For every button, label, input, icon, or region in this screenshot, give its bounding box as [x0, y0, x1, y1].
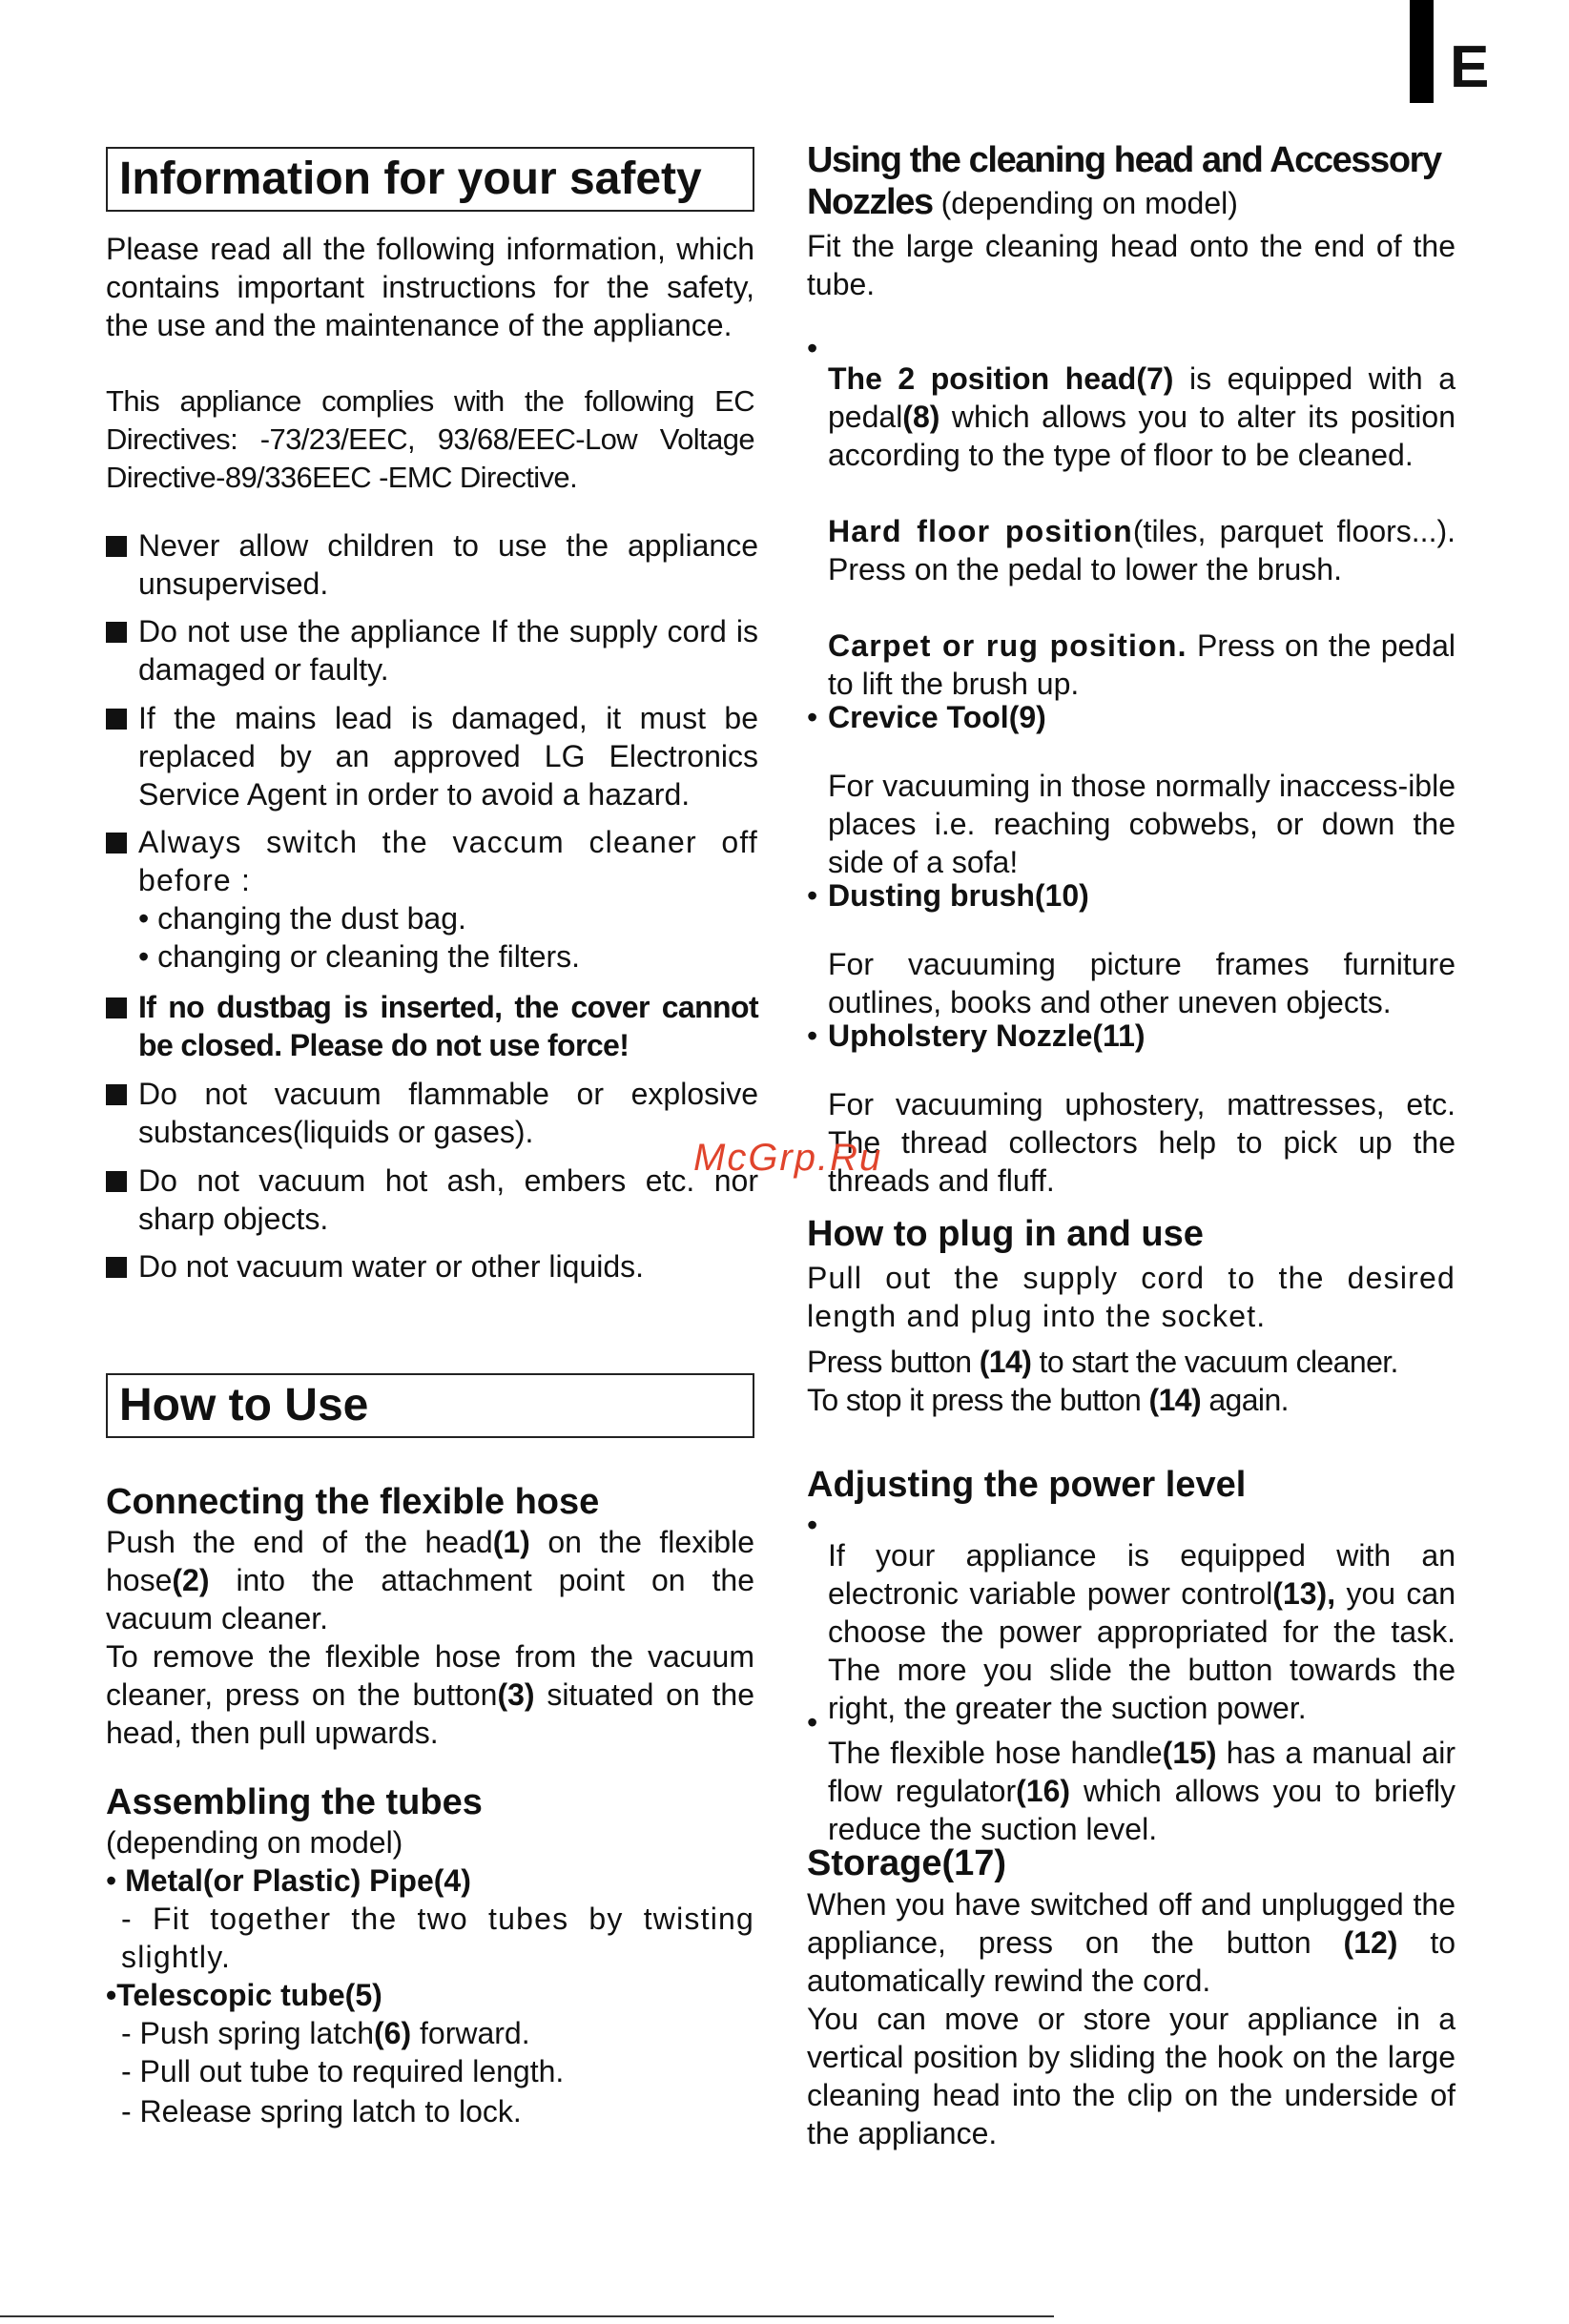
tubes-note: (depending on model) [106, 1825, 403, 1860]
bullet-square [106, 997, 127, 1018]
position-head-text: The 2 position head(7) is equipped with a pedal(8) which allows you to alter its position according to the type of floor to be cleaned. [828, 361, 1456, 472]
safety-item-5: If no dustbag is inserted, the cover cannot be closed. Please do not use force! [138, 990, 758, 1062]
hard-floor-text: Hard floor position(tiles, parquet floors...). Press on the pedal to lower the brush. [828, 514, 1455, 586]
plug-text-3: To stop it press the button (14) again. [807, 1383, 1289, 1417]
crevice-text: For vacuuming in those normally inaccess-ible places i.e. reaching cobwebs, or down the side of a sofa! [828, 769, 1455, 879]
safety-item-3: If the mains lead is damaged, it must be replaced by an approved LG Electronics Service Agent in order to avoid a hazard. [138, 701, 758, 812]
plug-text-1: Pull out the supply cord to the desired length and plug into the socket. [807, 1261, 1455, 1333]
safety-item-4-sub-2: • changing or cleaning the filters. [138, 939, 581, 974]
safety-intro: Please read all the following information, which contains important instructions for the safety, the use and the maintenance of the appliance. [106, 232, 754, 342]
safety-item-6: Do not vacuum flammable or explosive substances(liquids or gases). [138, 1077, 758, 1149]
hose-text-1: Push the end of the head(1) on the flexible hose(2) into the attachment point on the vacuum cleaner. [106, 1525, 755, 1635]
bullet-square [106, 1257, 127, 1278]
bullet-square [106, 622, 127, 643]
storage-heading: Storage(17) [807, 1843, 1007, 1883]
bullet-square [106, 709, 127, 730]
power-heading: Adjusting the power level [807, 1465, 1247, 1505]
bullet-square [106, 1084, 127, 1105]
language-tab-letter: E [1450, 34, 1490, 100]
hose-text-2: To remove the flexible hose from the vacuum cleaner, press on the button(3) situated on the head, then pull upwards. [106, 1639, 754, 1750]
upholstery-text: For vacuuming uphostery, mattresses, etc. The thread collectors help to pick up the threads and fluff. [828, 1087, 1455, 1198]
telescopic-step-1: - Push spring latch(6) forward. [121, 2016, 530, 2050]
safety-item-1: Never allow children to use the appliance unsupervised. [138, 528, 758, 601]
power-text-1: If your appliance is equipped with an electronic variable power control(13), you can choose the power appropriated for the task. The more you slide the button towards the right, the greater the suction power. [828, 1538, 1455, 1725]
how-to-use-title: How to Use [106, 1373, 754, 1438]
nozzles-heading-line-2: Nozzles (depending on model) [807, 182, 1238, 222]
footer-divider [0, 2315, 1054, 2317]
nozzles-heading: Using the cleaning head and Accessory [807, 140, 1441, 180]
safety-item-7: Do not vacuum hot ash, embers etc. nor sharp objects. [138, 1163, 758, 1236]
upholstery-label: Upholstery Nozzle(11) [828, 1018, 1146, 1053]
hose-heading: Connecting the flexible hose [106, 1482, 600, 1522]
plug-heading: How to plug in and use [807, 1214, 1204, 1254]
telescopic-label: •Telescopic tube(5) [106, 1978, 382, 2012]
nozzles-intro: Fit the large cleaning head onto the end of the tube. [807, 229, 1455, 301]
bullet-square [106, 1171, 127, 1192]
safety-title: Information for your safety [106, 147, 754, 212]
safety-directives: This appliance complies with the following EC Directives: -73/23/EEC, 93/68/EEC-Low Voltage Directive-89/336EEC -EMC Directive. [106, 384, 754, 494]
metal-pipe-label: • Metal(or Plastic) Pipe(4) [106, 1863, 471, 1898]
safety-item-8: Do not vacuum water or other liquids. [138, 1249, 645, 1284]
safety-item-4-sub-1: • changing the dust bag. [138, 901, 466, 936]
language-tab-bar [1410, 0, 1434, 103]
bullet-square [106, 536, 127, 557]
safety-item-2: Do not use the appliance If the supply cord is damaged or faulty. [138, 614, 758, 687]
tubes-heading: Assembling the tubes [106, 1782, 483, 1822]
dusting-text: For vacuuming picture frames furniture outlines, books and other uneven objects. [828, 947, 1455, 1019]
carpet-text: Carpet or rug position. Press on the pedal to lift the brush up. [828, 628, 1456, 701]
bullet-square [106, 833, 127, 854]
storage-text-2: You can move or store your appliance in a vertical position by sliding the hook on the large cleaning head into the clip on the underside of the appliance. [807, 2002, 1455, 2150]
storage-text-1: When you have switched off and unplugged the appliance, press on the button (12) to automatically rewind the cord. [807, 1887, 1456, 1998]
power-text-2: The flexible hose handle(15) has a manual air flow regulator(16) which allows you to briefly reduce the suction level. [828, 1736, 1456, 1846]
telescopic-step-3: - Release spring latch to lock. [121, 2094, 522, 2129]
metal-pipe-step: - Fit together the two tubes by twisting slightly. [121, 1902, 754, 1974]
watermark: McGrp.Ru [693, 1137, 883, 1179]
telescopic-step-2: - Pull out tube to required length. [121, 2054, 565, 2088]
plug-text-2: Press button (14) to start the vacuum cleaner. [807, 1345, 1398, 1379]
dusting-label: Dusting brush(10) [828, 878, 1089, 913]
safety-item-4: Always switch the vaccum cleaner off before : [138, 825, 758, 897]
crevice-label: Crevice Tool(9) [828, 700, 1046, 734]
